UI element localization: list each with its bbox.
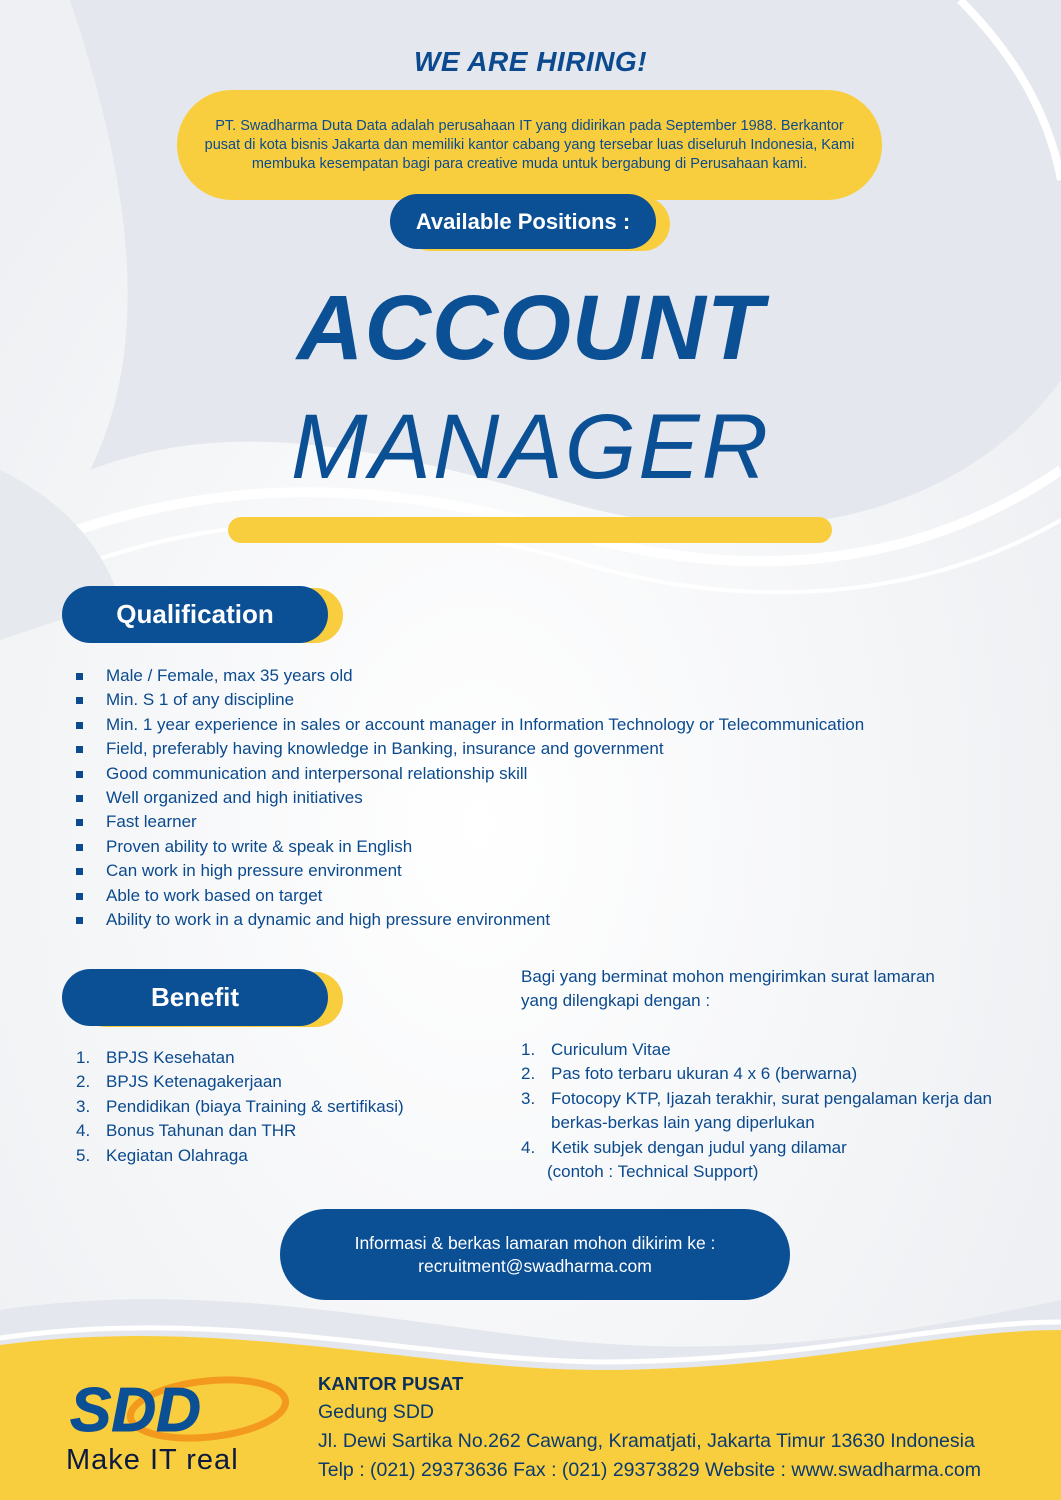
office-phone: Telp : (021) 29373636 Fax : (021) 29373829 Website : www.swadharma.com bbox=[318, 1459, 981, 1481]
list-item: 3. Pendidikan (biaya Training & sertifikasi) bbox=[76, 1096, 404, 1116]
application-example: (contoh : Technical Support) bbox=[547, 1162, 759, 1182]
list-item: 1. BPJS Kesehatan bbox=[76, 1048, 235, 1067]
list-item: Can work in high pressure environment bbox=[76, 859, 976, 883]
list-item: Well organized and high initiatives bbox=[76, 786, 976, 810]
list-item: Ability to work in a dynamic and high pressure environment bbox=[76, 908, 976, 932]
job-title-line2: MANAGER bbox=[290, 396, 771, 498]
available-positions-label: Available Positions : bbox=[390, 194, 656, 249]
logo-text: SDD bbox=[70, 1376, 201, 1445]
benefit-list bbox=[76, 1046, 496, 1168]
list-item: Good communication and interpersonal relationship skill bbox=[76, 762, 976, 786]
application-intro: Bagi yang berminat mohon mengirimkan surat lamaran yang dilengkapi dengan : bbox=[521, 967, 935, 1011]
bullet-icon bbox=[76, 795, 83, 802]
bullet-icon bbox=[76, 746, 83, 753]
qualification-heading: Qualification bbox=[62, 586, 328, 643]
tagline: Make IT real bbox=[66, 1444, 239, 1476]
list-item: Able to work based on target bbox=[76, 884, 976, 908]
list-item: 4. Ketik subjek dengan judul yang dilamar (contoh : Technical Support) bbox=[521, 1136, 1001, 1185]
list-item: 2. Pas foto terbaru ukuran 4 x 6 (berwarna) bbox=[521, 1064, 858, 1084]
bullet-icon bbox=[76, 819, 83, 826]
hiring-title: WE ARE HIRING! bbox=[413, 46, 648, 77]
bullet-icon bbox=[76, 771, 83, 778]
intro-banner bbox=[177, 90, 882, 200]
bullet-icon bbox=[76, 673, 83, 680]
list-item: 5. Kegiatan Olahraga bbox=[76, 1145, 248, 1165]
title-divider bbox=[228, 517, 832, 543]
qualification-list bbox=[76, 664, 976, 932]
bullet-icon bbox=[76, 917, 83, 924]
bullet-icon bbox=[76, 697, 83, 704]
bullet-icon bbox=[76, 844, 83, 851]
benefit-heading: Benefit bbox=[62, 969, 328, 1026]
list-item: Min. 1 year experience in sales or account manager in Information Technology or Telecommunication bbox=[76, 713, 976, 737]
list-item: 3. Fotocopy KTP, Ijazah terakhir, surat pengalaman kerja dan berkas-berkas lain yang diperlukan bbox=[521, 1088, 992, 1133]
office-info bbox=[318, 1369, 981, 1485]
office-building: Gedung SDD bbox=[318, 1401, 434, 1423]
contact-banner bbox=[280, 1209, 790, 1300]
bullet-icon bbox=[76, 893, 83, 900]
list-item: 2. BPJS Ketenagakerjaan bbox=[76, 1072, 282, 1092]
list-item: Proven ability to write & speak in English bbox=[76, 835, 976, 859]
list-item: 1. Curiculum Vitae bbox=[521, 1040, 671, 1059]
company-intro: PT. Swadharma Duta Data adalah perusahaan IT yang didirikan pada September 1988. Berkantor pusat di kota bisnis Jakarta dan memiliki kantor cabang yang tersebar luas diseluruh Indonesia, Kami membuka kesempatan bagi para creative muda untuk bergabung di Perusahaan kami. bbox=[204, 117, 855, 172]
list-item: Male / Female, max 35 years old bbox=[76, 664, 976, 688]
list-item: Fast learner bbox=[76, 810, 976, 834]
list-item: 4. Bonus Tahunan dan THR bbox=[76, 1121, 297, 1141]
bullet-icon bbox=[76, 868, 83, 875]
contact-instruction: Informasi & berkas lamaran mohon dikirim ke : bbox=[354, 1232, 716, 1253]
job-title-line1: ACCOUNT bbox=[297, 277, 764, 379]
list-item: Min. S 1 of any discipline bbox=[76, 688, 976, 712]
contact-email[interactable]: recruitment@swadharma.com bbox=[418, 1255, 652, 1276]
application-list bbox=[521, 1038, 1001, 1184]
list-item: Field, preferably having knowledge in Banking, insurance and government bbox=[76, 737, 976, 761]
office-heading: KANTOR PUSAT bbox=[318, 1373, 464, 1394]
office-address: Jl. Dewi Sartika No.262 Cawang, Kramatjati, Jakarta Timur 13630 Indonesia bbox=[318, 1430, 975, 1452]
bullet-icon bbox=[76, 722, 83, 729]
